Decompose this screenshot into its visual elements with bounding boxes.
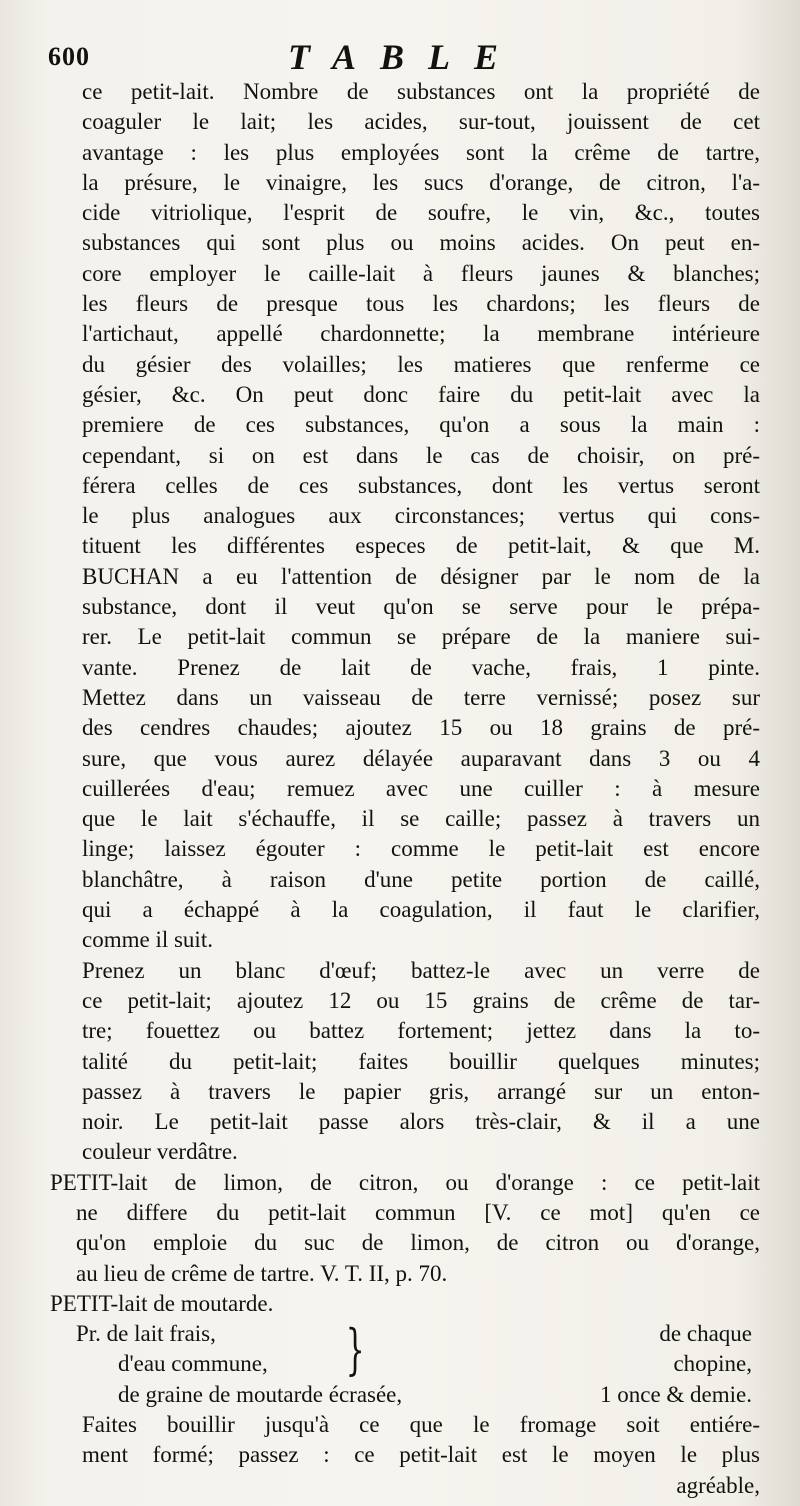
text-line: les fleurs de presque tous les chardons; les fleurs de bbox=[82, 291, 760, 317]
running-title: TABLE bbox=[288, 37, 523, 77]
text-line: au lieu de crême de tartre. V. T. II, p. 70. bbox=[76, 1260, 448, 1286]
recipe-ingredient: d'eau commune, bbox=[118, 1351, 268, 1377]
text-line: des cendres chaudes; ajoutez 15 ou 18 grains de pré- bbox=[82, 715, 760, 741]
recipe-quantity: chopine, bbox=[673, 1351, 752, 1377]
recipe-quantity: de chaque bbox=[659, 1321, 752, 1347]
text-line: noir. Le petit-lait passe alors très-clair, & il a une bbox=[82, 1109, 760, 1135]
text-line: couleur verdâtre. bbox=[82, 1139, 238, 1165]
page-number: 600 bbox=[48, 42, 90, 71]
text-line: tituent les différentes especes de petit-lait, & que M. bbox=[82, 533, 760, 559]
text-line: gésier, &c. On peut donc faire du petit-lait avec la bbox=[82, 381, 760, 407]
text-line: Mettez dans un vaisseau de terre vernissé; posez sur bbox=[82, 684, 760, 710]
text-line: premiere de ces substances, qu'on a sous la main : bbox=[82, 412, 760, 438]
text-line: coaguler le lait; les acides, sur-tout, jouissent de cet bbox=[82, 109, 760, 135]
text-line: tre; fouettez ou battez fortement; jettez dans la to- bbox=[82, 1018, 760, 1044]
brace-symbol: } bbox=[345, 1318, 365, 1382]
text-line: ce petit-lait; ajoutez 12 ou 15 grains de crême de tar- bbox=[82, 987, 760, 1013]
text-line: blanchâtre, à raison d'une petite portion de caillé, bbox=[82, 866, 760, 892]
text-line: substance, dont il veut qu'on se serve pour le prépa- bbox=[82, 594, 760, 620]
text-line: Prenez un blanc d'œuf; battez-le avec un verre de bbox=[82, 957, 760, 983]
text-line: comme il suit. bbox=[82, 927, 213, 953]
recipe-ingredient: de graine de moutarde écrasée, bbox=[118, 1381, 403, 1407]
text-line: PETIT-lait de limon, de citron, ou d'orange : ce petit-lait bbox=[50, 1169, 760, 1195]
text-line: rer. Le petit-lait commun se prépare de la maniere sui- bbox=[82, 624, 760, 650]
text-line: ment formé; passez : ce petit-lait est le moyen le plus bbox=[82, 1442, 760, 1468]
text-line: que le lait s'échauffe, il se caille; passez à travers un bbox=[82, 806, 760, 832]
page-header bbox=[48, 37, 748, 82]
recipe-quantity: 1 once & demie. bbox=[599, 1381, 752, 1407]
text-line: qui a échappé à la coagulation, il faut le clarifier, bbox=[82, 897, 760, 923]
text-line: avantage : les plus employées sont la crême de tartre, bbox=[82, 139, 760, 165]
text-line: PETIT-lait de moutarde. bbox=[50, 1290, 274, 1316]
text-line: talité du petit-lait; faites bouillir quelques minutes; bbox=[82, 1048, 760, 1074]
text-line: linge; laissez égouter : comme le petit-lait est encore bbox=[82, 836, 760, 862]
body-text bbox=[46, 77, 760, 1501]
text-line: BUCHAN a eu l'attention de désigner par le nom de la bbox=[82, 563, 760, 589]
text-line: passez à travers le papier gris, arrangé sur un enton- bbox=[82, 1078, 760, 1104]
text-line: le plus analogues aux circonstances; vertus qui cons- bbox=[82, 503, 760, 529]
recipe-row bbox=[46, 1349, 760, 1379]
text-line: cide vitriolique, l'esprit de soufre, le vin, &c., toutes bbox=[82, 200, 760, 226]
text-line: cependant, si on est dans le cas de choisir, on pré- bbox=[82, 442, 760, 468]
text-line: l'artichaut, appellé chardonnette; la membrane intérieure bbox=[82, 321, 760, 347]
text-line: ne differe du petit-lait commun [V. ce mot] qu'en ce bbox=[76, 1199, 760, 1225]
text-line: sure, que vous aurez délayée auparavant dans 3 ou 4 bbox=[82, 745, 760, 771]
recipe-row bbox=[46, 1380, 760, 1410]
text-line: la présure, le vinaigre, les sucs d'orange, de citron, l'a- bbox=[82, 169, 760, 195]
text-line: agréable, bbox=[676, 1472, 760, 1498]
text-line: core employer le caille-lait à fleurs jaunes & blanches; bbox=[82, 260, 760, 286]
text-line: vante. Prenez de lait de vache, frais, 1 pinte. bbox=[82, 654, 760, 680]
text-line: ce petit-lait. Nombre de substances ont la propriété de bbox=[82, 79, 760, 104]
text-line: férera celles de ces substances, dont les vertus seront bbox=[82, 472, 760, 498]
text-line: Faites bouillir jusqu'à ce que le fromage soit entiére- bbox=[82, 1412, 760, 1438]
recipe-ingredient: Pr. de lait frais, bbox=[76, 1321, 216, 1347]
text-line: substances qui sont plus ou moins acides. On peut en- bbox=[82, 230, 760, 256]
text-line: cuillerées d'eau; remuez avec une cuiller : à mesure bbox=[82, 775, 760, 801]
text-line: qu'on emploie du suc de limon, de citron ou d'orange, bbox=[76, 1230, 760, 1256]
text-line: du gésier des volailles; les matieres que renferme ce bbox=[82, 351, 760, 377]
